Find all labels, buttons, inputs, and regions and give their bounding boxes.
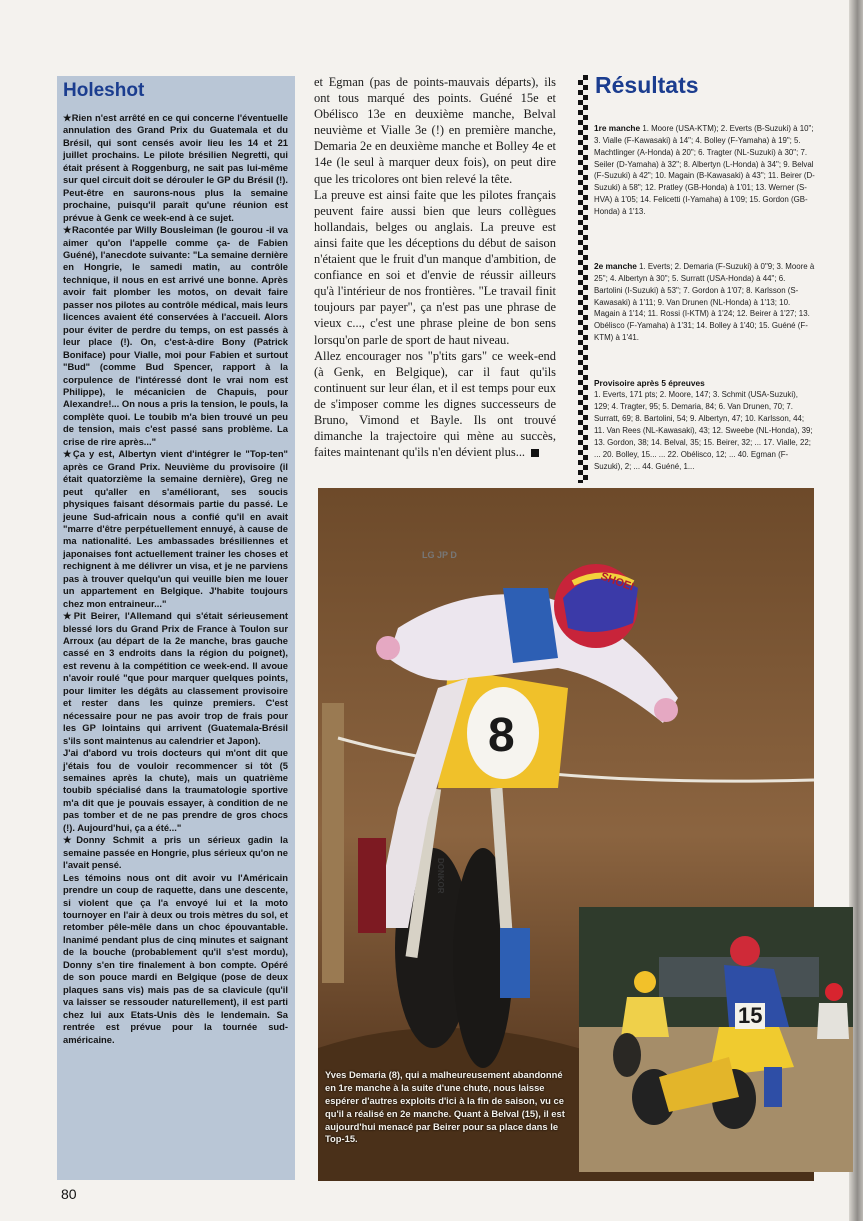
holeshot-title: Holeshot [63, 80, 145, 101]
holeshot-paragraph: ★Ça y est, Albertyn vient d'intégrer le "Top-ten" après ce Grand Prix. Neuvième du provisoire (il était quatorzième la semaine dernière), Greg ne peut qu'aller en s'améliorant, ses soucis physiques faisant désormais partie du passé. Le jeune Sud-africain nous a confié qu'il en avait "marre d'être perpétuellement ennuyé, à cause de ma nationalité. Les ambassades brésiliennes et japonaises font actuellement trainer les choses et rechignent à me délivrer un visa, et je ne parviens pas à trouver quelqu'un qui veuille bien me louer un appartement en Belgique. J'habite toujours chez mon entraineur..." [63, 448, 288, 609]
checkered-flag-strip [578, 75, 588, 483]
results-manche-1 [594, 122, 815, 218]
fork-brand: DONKOR [436, 858, 445, 894]
end-mark-icon [531, 449, 539, 457]
article-paragraph: et Egman (pas de points-mauvais départs), ils ont tous marqué des points. Guéné 15e et Obélisco 13e en deuxième manche, Belval neuvième et Vialle 3e (!) en première manche, Demaria 2e en deuxième manche et Bolley 4e et 14e (le seul à marquer deux fois), on peut dire que les tricolores ont bien relevé la tête. [314, 75, 556, 186]
article-paragraph-last [314, 348, 556, 461]
results-provisoire [594, 377, 815, 472]
holeshot-paragraph: J'ai d'abord vu trois docteurs qui m'ont dit que j'étais fou de vouloir recommencer si tôt (5 semaines après la chute), mais un quatrième toubib spécialisé dans la traumatologie sportive m'a dit que je pouvais essayer, à condition de ne pas tomber et de ne pas prendre de gros chocs (!). Aujourd'hui, ça a été..." [63, 747, 288, 833]
holeshot-paragraph: Les témoins nous ont dit avoir vu l'Américain prendre un coup de raquette, dans une descente, si violent que ça l'a envoyé lui et la moto tournoyer en l'air à deux ou trois mètres du sol, et retomber pêle-mêle dans un choc épouvantable. Inanimé pendant plus de cinq minutes et saignant de la bouche (probablement qu'il s'est mordu), Donny s'en tire finalement à bon compte. Opéré de son pouce mardi en Belgique (pose de deux plaques sans vis) mais pas de sa clavicule (qu'il va laisser se ressouder naturellement), il est parti chez lui aux Etats-Unis dès le lendemain. Sa rentrée est prévue pour la tournée sud-américaine. [63, 871, 288, 1045]
watermark-text: LG JP D [422, 550, 457, 560]
provisoire-text: 1. Everts, 171 pts; 2. Moore, 147; 3. Schmit (USA-Suzuki), 129; 4. Tragter, 95; 5. Demaria, 84; 6. Van Drunen, 70; 7. Surratt, 69; 8. Bartolini, 54; 9. Albertyn, 47; 10. Karlsson, 44; 11. Van Rees (NL-Kawasaki), 43; 12. Sweebe (NL-Honda), 39; 13. Gordon, 38; 14. Belval, 35; 15. Beirer, 32; ... 17. Vialle, 22; ... 20. Bolley, 15... ... 22. Obélisco, 12; ... 40. Egman (F-Suzuki), 2; ... 44. Guéné, 1... [594, 390, 813, 471]
holeshot-paragraph: ★Donny Schmit a pris un sérieux gadin la semaine passée en Hongrie, plus sérieux qu'on ne l'avait pensé. [63, 834, 288, 871]
photo-caption: Yves Demaria (8), qui a malheureusement abandonné en 1re manche à la suite d'une chute, nous laisse espérer d'autres exploits d'ici à la fin de saison, vu ce qu'il a réalisé en 2e manche. Quant à Belval (15), il est aujourd'hui menacé par Beirer pour sa place dans le Top-15. [325, 1069, 565, 1145]
rider-15-illustration [579, 907, 853, 1172]
race-number-15: 15 [735, 1003, 765, 1029]
holeshot-paragraph: ★Pit Beirer, l'Allemand qui s'était sérieusement blessé lors du Grand Prix de France à Toulon sur Arroux (au départ de la 2e manche, bras gauche cassé en 3 endroits dans la région du poignet), est revenu à la compétition ce week-end. Il avoue n'avoir roulé "que pour marquer quelques points, pour limiter les dégâts au classement provisoire et rester dans les quinze premiers. C'est nécessaire pour ne pas avoir trop de frais pour les GP lointains qui arrivent (Guatemala-Brésil s'ils sont maintenus au calendrier et Japon). [63, 610, 288, 746]
race-number-8: 8 [488, 709, 515, 762]
results-manche-2 [594, 260, 815, 344]
provisoire-label: Provisoire après 5 épreuves [594, 378, 705, 388]
holeshot-paragraph: ★Rien n'est arrêté en ce qui concerne l'éventuelle annulation des Grand Prix du Guatemala et du Brésil, qui sont censés avoir lieu les 14 et 21 juillet prochains. Le pilote brésilien Negretti, qui était présent à Roggenburg, ne sait pas lui-même sur quel circuit doit se dérouler le GP du Brésil (!). Peut-être en saurons-nous plus la semaine prochaine, puisqu'il paraît qu'une réunion est prévue à Genk ce week-end à ce sujet. [63, 112, 288, 223]
inset-photo [579, 907, 853, 1172]
manche-1-label: 1re manche [594, 123, 641, 133]
results-section [578, 72, 815, 485]
helmet-brand: SHOEI [598, 570, 636, 594]
holeshot-paragraph: ★Racontée par Willy Bousleiman (le gourou -il va aimer qu'on l'appelle comme ça- de Fabien Guéné), l'anecdote suivante: "La semaine dernière en Hongrie, le samedi matin, au contrôle technique, il nous en est arrivé une bonne. Après avoir fait plomber les motos, on devait faire passer nos pilotes au contrôle médical, mais leurs licences avaient été conservées à l'accueil. Alors pour éviter de perdre du temps, on est passés à leur place (!). On, c'est-à-dire Bony (Patrick Boniface) pour Vialle, moi pour Fabien et surtout "Bud" (comme Bud Spencer, rapport à la corpulence de l'intéressé dont le vrai nom est Philippe), le mécanicien de Chapuis, pour Alexandre!... On nous a pris la tension, le pouls, la complète quoi. Le toubib m'a bien trouvé un peu de tension, mais c'est passé sans problème. La crise de rire après..." [63, 224, 288, 447]
manche-1-text: 1. Moore (USA-KTM); 2. Everts (B-Suzuki) à 10"; 3. Vialle (F-Kawasaki) à 14"; 4. Bolley (F-Yamaha) à 19"; 5. Machtlinger (A-Honda) à 20"; 6. Tragter (NL-Suzuki) à 30"; 7. Seiler (D-Yamaha) à 32"; 8. Albertyn (L-Honda) à 34"; 9. Belval (F-Suzuki) à 42"; 10. Magain (B-Kawasaki) à 43"; 11. Beirer (D-Suzuki) à 58"; 12. Pratley (GB-Honda) à 1'01; 13. Werner (S-HVA) à 1'05; 14. Felicetti (I-Yamaha) à 1'09; 15. Gordon (GB-Honda) à 1'13. [594, 124, 815, 217]
article-paragraph-text: Allez encourager nos "p'tits gars" ce week-end (à Genk, en Belgique), car il faut qu'ils continuent sur leur élan, et il est temps pour eux de s'imposer comme les dignes successeurs de Bruno, Vimond et Bayle. Ils ont trouvé dimanche la trajectoire qui mène au succès, faites maintenant qu'ils n'en dévient plus... [314, 348, 556, 460]
holeshot-body [63, 112, 288, 1046]
holeshot-sidebar [57, 76, 295, 1180]
article-column [314, 74, 556, 460]
manche-2-text: 1. Everts; 2. Demaria (F-Suzuki) à 0"9; 3. Moore à 25"; 4. Albertyn à 30"; 5. Surratt (USA-Honda) à 44"; 6. Bartolini (I-Suzuki) à 53"; 7. Gordon à 1'07; 8. Karlsson (S-Kawasaki) à 1'11; 9. Van Drunen (NL-Honda) à 1'13; 10. Magain à 1'14; 11. Rossi (I-KTM) à 1'24; 12. Beirer à 1'27; 13. Obélisco (F-Yamaha) à 1'31; 14. Bolley à 1'40; 15. Guéné (F-KTM) à 1'41. [594, 262, 815, 343]
manche-2-label: 2e manche [594, 261, 637, 271]
article-paragraph: La preuve est ainsi faite que les pilotes français peuvent faire aussi bien que leurs collègues hollandais, belges ou anglais. La preuve est ainsi faite que les déceptions du début de saison n'étaient que le fruit d'un manque d'ambition, de confiance en soi et d'envie de réussir ailleurs qu'à l'intérieur de nos frontières. "Le travail finit toujours par payer", ça n'est pas une phrase de vieux c..., c'est une phrase pleine de bon sens lorsqu'on parle de sport de haut niveau. [314, 187, 556, 347]
results-title: Résultats [595, 72, 699, 98]
page-number: 80 [61, 1186, 77, 1202]
